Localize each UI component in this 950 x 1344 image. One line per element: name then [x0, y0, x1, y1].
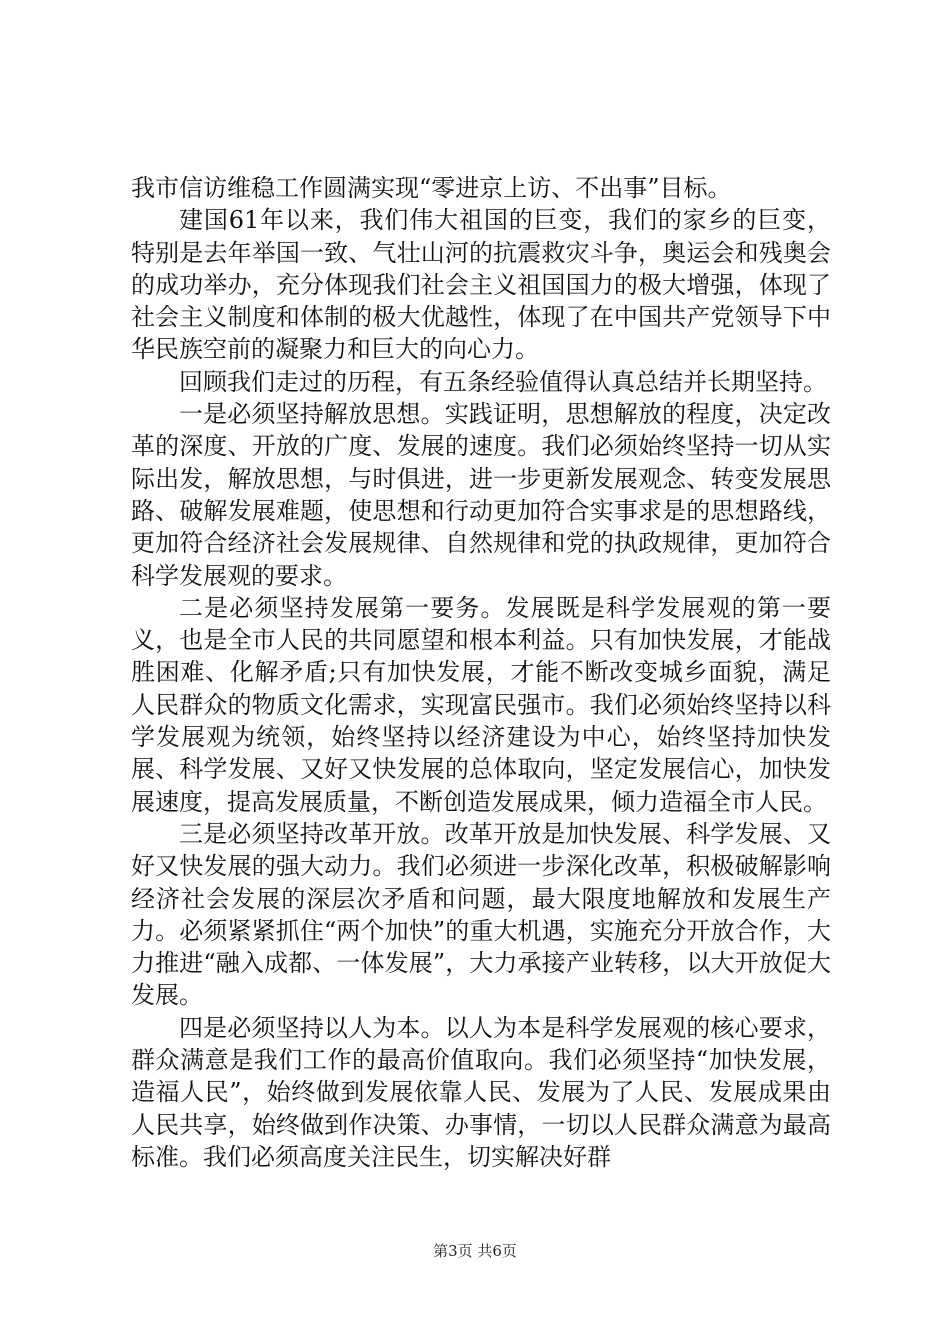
paragraph-continuation: 我市信访维稳工作圆满实现“零进京上访、不出事”目标。 [131, 174, 732, 202]
paragraph-point-three: 三是必须坚持改革开放。改革开放是加快发展、科学发展、又好又快发展的强大动力。我们必须进一步深化改革，积极破解影响经济社会发展的深层次矛盾和问题，最大限度地解放和发展生产力。必须紧紧抓住“两个加快”的重大机遇，实施充分开放合作，大力推进“融入成都、一体发展”，大力承接产业转移，以大开放促大发展。 [131, 819, 831, 1010]
page-number-footer: 第3页 共6页 [433, 1242, 517, 1260]
paragraph-national-changes: 建国61年以来，我们伟大祖国的巨变，我们的家乡的巨变，特别是去年举国一致、气壮山河的抗震救灾斗争，奥运会和残奥会的成功举办，充分体现我们社会主义祖国国力的极大增强，体现了社会主义制度和体制的极大优越性，体现了在中国共产党领导下中华民族空前的凝聚力和巨大的向心力。 [131, 206, 831, 364]
paragraph-point-one: 一是必须坚持解放思想。实践证明，思想解放的程度，决定改革的深度、开放的广度、发展的速度。我们必须始终坚持一切从实际出发，解放思想，与时俱进，进一步更新发展观念、转变发展思路、破解发展难题，使思想和行动更加符合实事求是的思想路线，更加符合经济社会发展规律、自然规律和党的执政规律，更加符合科学发展观的要求。 [131, 400, 831, 590]
document-body [131, 172, 831, 1173]
paragraph-point-four: 四是必须坚持以人为本。以人为本是科学发展观的核心要求，群众满意是我们工作的最高价值取向。我们必须坚持“加快发展，造福人民”，始终做到发展依靠人民、发展为了人民、发展成果由人民共享，始终做到作决策、办事情，一切以人民群众满意为最高标准。我们必须高度关注民生，切实解决好群 [131, 1013, 831, 1171]
paragraph-point-two: 二是必须坚持发展第一要务。发展既是科学发展观的第一要义，也是全市人民的共同愿望和根本利益。只有加快发展，才能战胜困难、化解矛盾;只有加快发展，才能不断改变城乡面貌，满足人民群众的物质文化需求，实现富民强市。我们必须始终坚持以科学发展观为统领，始终坚持以经济建设为中心，始终坚持加快发展、科学发展、又好又快发展的总体取向，坚定发展信心，加快发展速度，提高发展质量，不断创造发展成果，倾力造福全市人民。 [131, 593, 831, 816]
paragraph-five-experiences: 回顾我们走过的历程，有五条经验值得认真总结并长期坚持。 [179, 367, 827, 396]
